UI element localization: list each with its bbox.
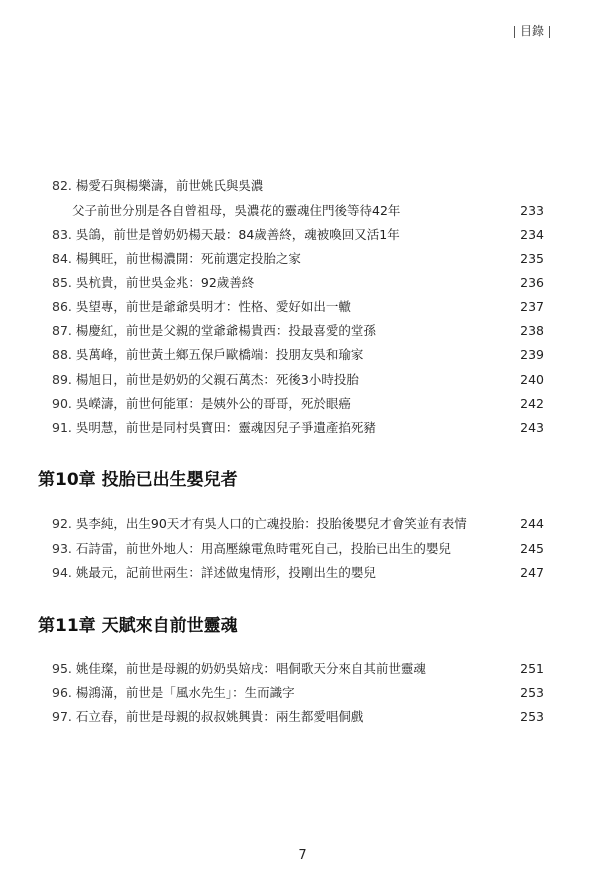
entry-title: 吳萬峰，前世黃土鄉五保戶歐橋端：投朋友吳和瑜家 [75, 347, 364, 362]
toc-entry-89[interactable] [52, 369, 544, 391]
entry-title: 楊愛石與楊樂濤，前世姚氏與吳濃 [75, 178, 264, 193]
entry-number: 87. [52, 323, 72, 338]
header-section-title: 目錄 [519, 24, 544, 38]
entry-page: 233 [520, 203, 544, 218]
entry-page: 247 [520, 565, 544, 580]
entry-page: 235 [520, 251, 544, 266]
entry-title: 父子前世分別是各自曾祖母，吳濃花的靈魂住門後等待42年 [72, 203, 401, 218]
entry-page: 239 [520, 347, 544, 362]
entry-page: 253 [520, 709, 544, 724]
entry-page: 240 [520, 372, 544, 387]
toc-entry-87[interactable] [52, 320, 544, 342]
toc-entry-93[interactable] [52, 538, 544, 560]
entry-number: 85. [52, 275, 72, 290]
toc-entry-94[interactable] [52, 562, 544, 584]
entry-number: 82. [52, 178, 72, 193]
toc-entry-85[interactable] [52, 272, 544, 294]
entry-page: 253 [520, 685, 544, 700]
entry-page: 237 [520, 299, 544, 314]
entry-number: 96. [52, 685, 72, 700]
toc-entry-90[interactable] [52, 393, 544, 415]
entry-number: 91. [52, 420, 72, 435]
entry-title: 吳嶸濤，前世何能軍：是姨外公的哥哥，死於眼癌 [75, 396, 351, 411]
entry-number: 84. [52, 251, 72, 266]
entry-number: 90. [52, 396, 72, 411]
entry-title: 楊慶紅，前世是父親的堂爺爺楊貴西：投最喜愛的堂孫 [75, 323, 376, 338]
toc-entry-95[interactable] [52, 658, 544, 680]
entry-page: 244 [520, 516, 544, 531]
entry-number: 88. [52, 347, 72, 362]
entry-number: 92. [52, 516, 72, 531]
toc-entry-92[interactable] [52, 513, 544, 535]
entry-title: 吳李純，出生90天才有吳人口的亡魂投胎：投胎後嬰兒才會笑並有表情 [75, 516, 467, 531]
entry-title: 楊旭日，前世是奶奶的父親石萬杰：死後3小時投胎 [75, 372, 359, 387]
entry-title: 楊鴻滿，前世是「風水先生」：生而識字 [75, 685, 295, 700]
entry-page: 251 [520, 661, 544, 676]
entry-title: 石詩雷，前世外地人：用高壓線電魚時電死自己，投胎已出生的嬰兒 [75, 541, 451, 556]
entry-page: 243 [520, 420, 544, 435]
entry-number: 86. [52, 299, 72, 314]
header-divider-left [514, 26, 515, 38]
entry-title: 吳鴿，前世是曾奶奶楊天最：84歲善終，魂被喚回又活1年 [75, 227, 400, 242]
toc-entry-86[interactable] [52, 296, 544, 318]
chapter-11-heading[interactable]: 第11章 天賦來自前世靈魂 [38, 616, 238, 636]
toc-entry-91[interactable] [52, 417, 544, 439]
entry-page: 242 [520, 396, 544, 411]
toc-entry-83[interactable] [52, 224, 544, 246]
entry-number: 89. [52, 372, 72, 387]
toc-entry-82-continued[interactable] [72, 200, 544, 222]
entry-title: 吳杭貴，前世吳金兆：92歲善終 [75, 275, 255, 290]
entry-title: 石立春，前世是母親的叔叔姚興貴：兩生都愛唱侗戲 [75, 709, 364, 724]
entry-title: 姚最元，記前世兩生：詳述做鬼情形，投剛出生的嬰兒 [75, 565, 376, 580]
running-header [509, 22, 555, 39]
entry-page: 245 [520, 541, 544, 556]
entry-number: 83. [52, 227, 72, 242]
toc-entry-82[interactable] [52, 175, 544, 197]
toc-entry-97[interactable] [52, 706, 544, 728]
entry-title: 吳望專，前世是爺爺吳明才：性格、愛好如出一轍 [75, 299, 351, 314]
toc-entry-96[interactable] [52, 682, 544, 704]
entry-number: 95. [52, 661, 72, 676]
entry-page: 236 [520, 275, 544, 290]
entry-page: 238 [520, 323, 544, 338]
toc-entry-88[interactable] [52, 344, 544, 366]
entry-title: 姚佳璨，前世是母親的奶奶吳婄戌：唱侗歌天分來自其前世靈魂 [75, 661, 426, 676]
toc-entry-84[interactable] [52, 248, 544, 270]
entry-number: 97. [52, 709, 72, 724]
entry-number: 93. [52, 541, 72, 556]
entry-title: 楊興旺，前世楊濃開：死前選定投胎之家 [75, 251, 301, 266]
entry-page: 234 [520, 227, 544, 242]
chapter-10-heading[interactable]: 第10章 投胎已出生嬰兒者 [38, 470, 238, 490]
header-divider-right [549, 26, 550, 38]
entry-title: 吳明慧，前世是同村吳寶田：靈魂因兒子爭遺產掐死豬 [75, 420, 376, 435]
entry-number: 94. [52, 565, 72, 580]
page-number: 7 [298, 848, 307, 863]
